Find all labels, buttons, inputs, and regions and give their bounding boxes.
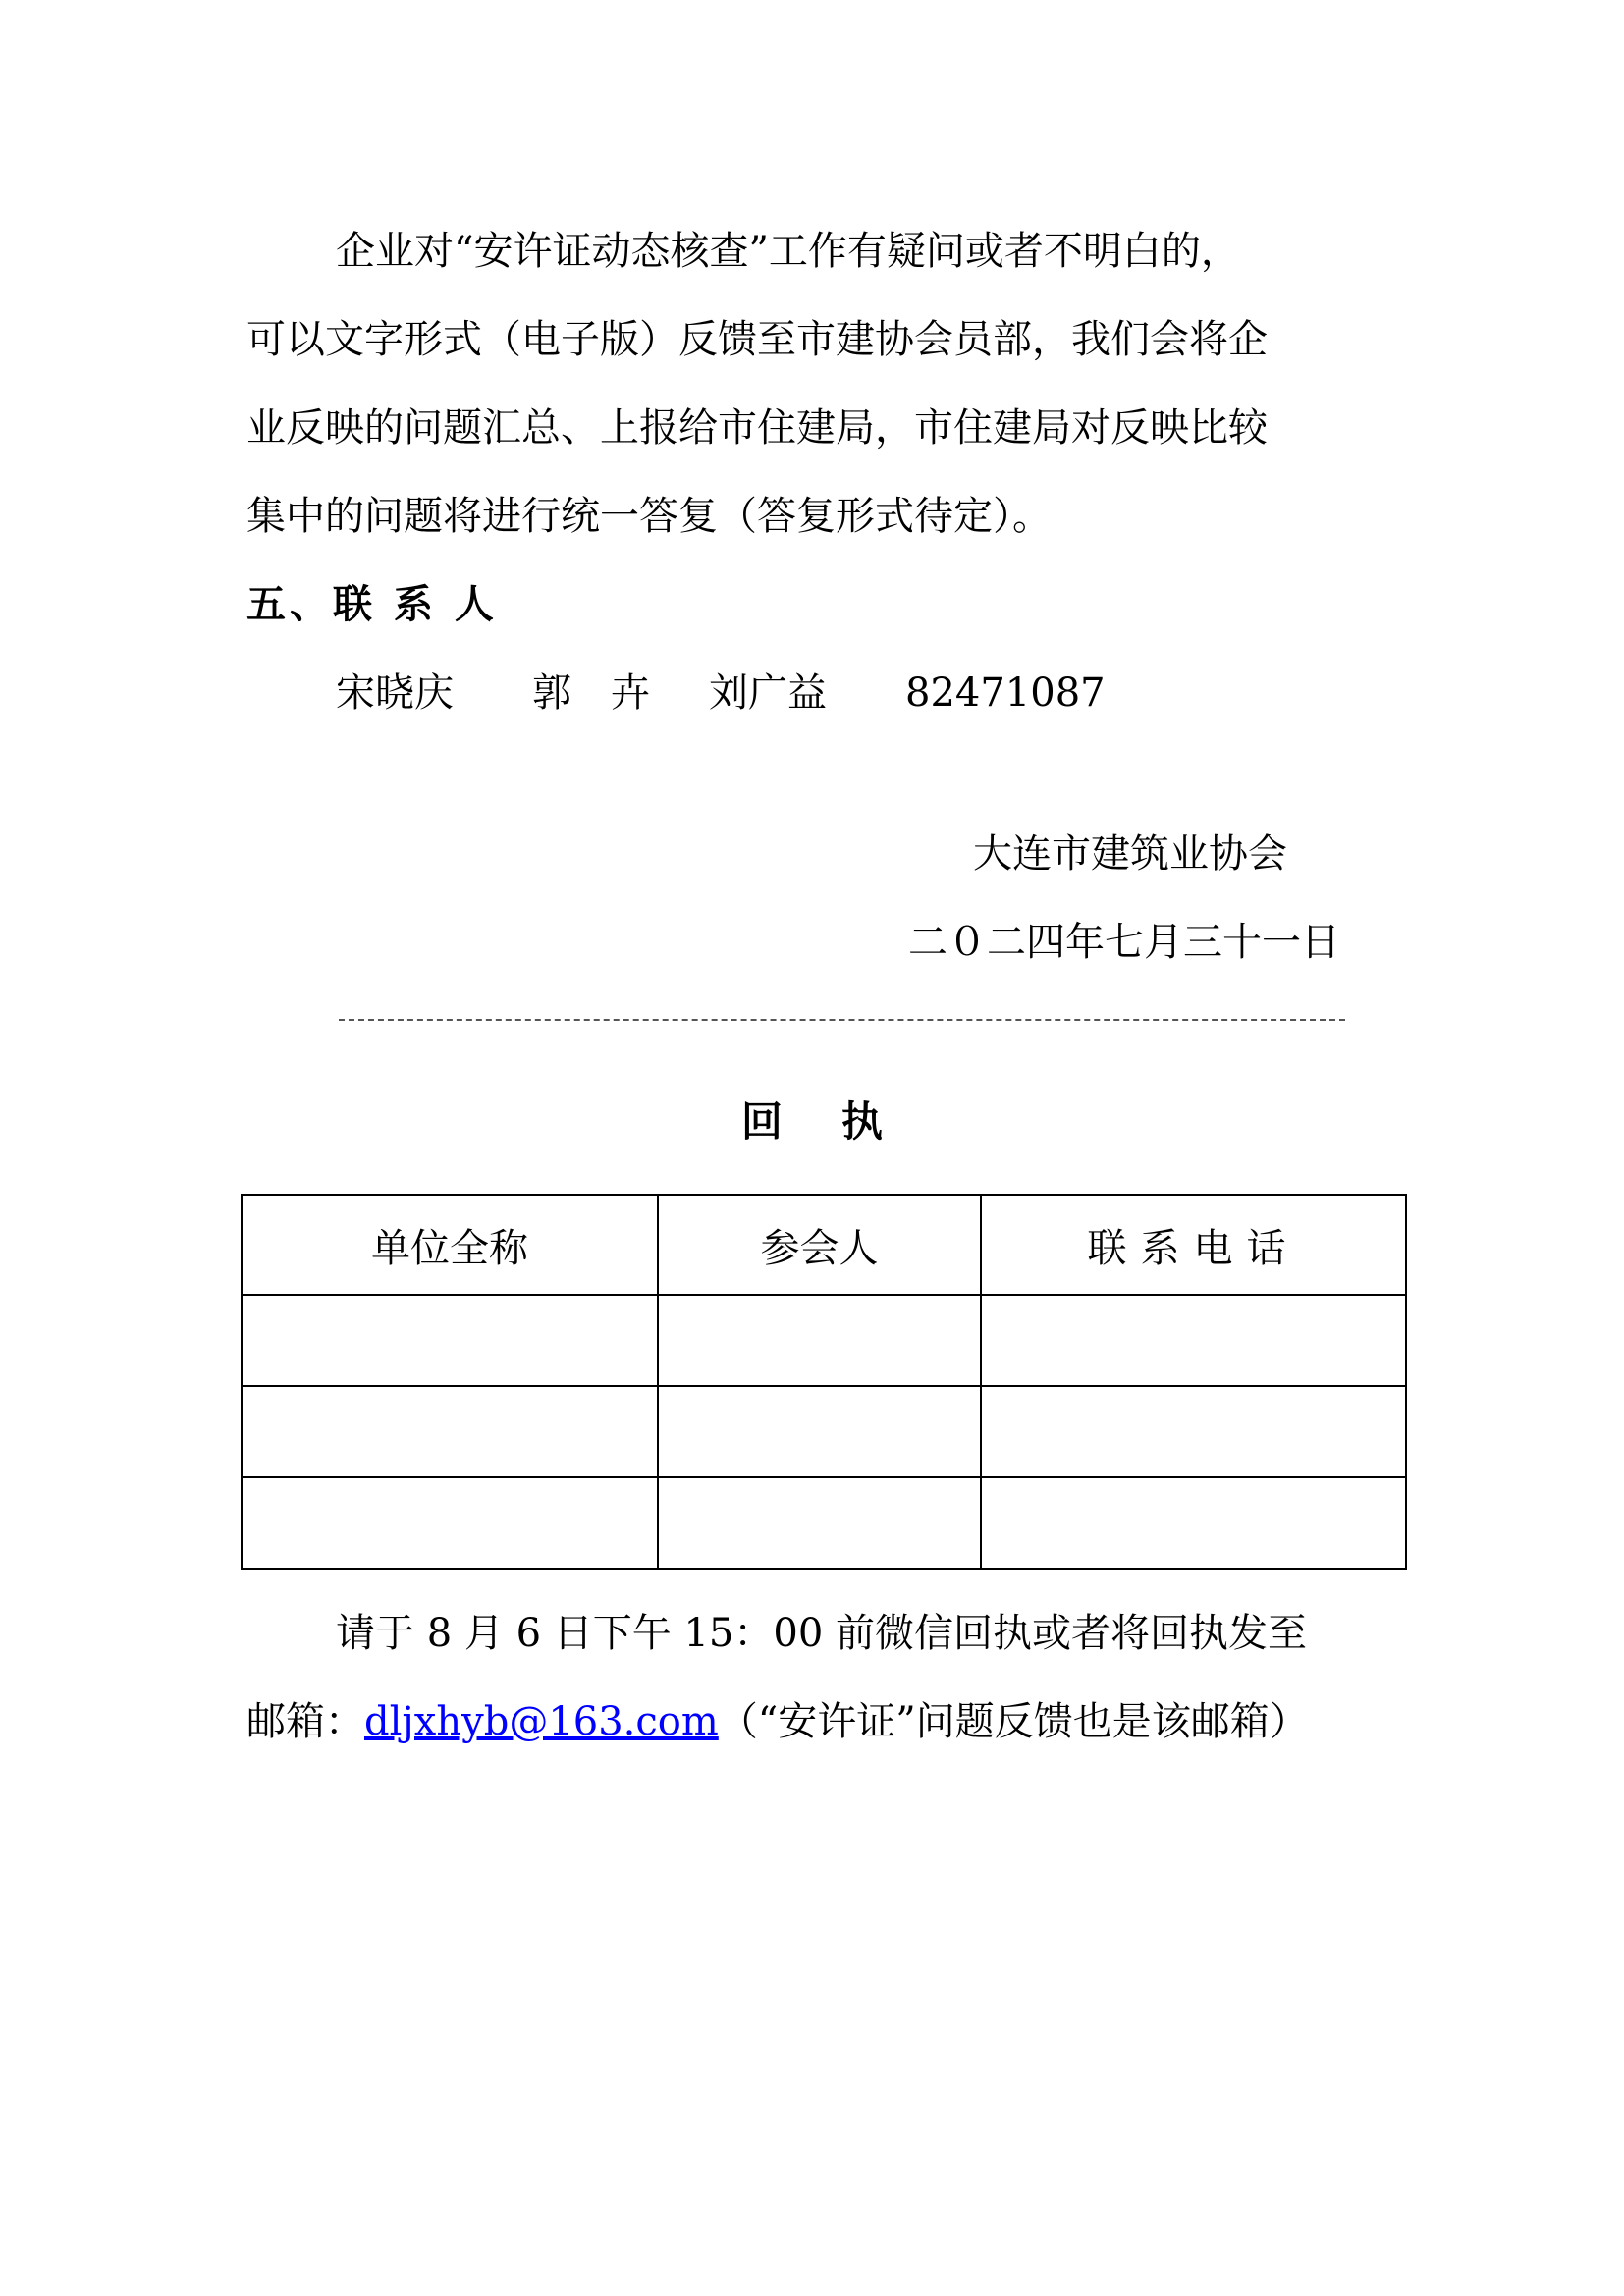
paragraph-line: 企业对“安许证动态核查”工作有疑问或者不明白的， xyxy=(336,229,1240,274)
table-row xyxy=(242,1477,1406,1569)
contact-list xyxy=(336,669,1106,717)
table-cell[interactable] xyxy=(981,1295,1406,1386)
paragraph-line: 集中的问题将进行统一答复（答复形式待定）。 xyxy=(246,494,1052,539)
table-cell[interactable] xyxy=(658,1295,981,1386)
contact-name: 宋晓庆 xyxy=(336,670,454,716)
signature-date: 二０二四年七月三十一日 xyxy=(908,920,1340,965)
table-cell[interactable] xyxy=(658,1386,981,1477)
header-phone: 联系电话 xyxy=(981,1195,1406,1295)
table-header-row xyxy=(242,1195,1406,1295)
signature-org: 大连市建筑业协会 xyxy=(973,831,1287,877)
contact-phone: 82471087 xyxy=(905,670,1106,716)
table-cell[interactable] xyxy=(981,1386,1406,1477)
email-prefix: 邮箱： xyxy=(246,1699,364,1744)
table-row xyxy=(242,1386,1406,1477)
table-cell[interactable] xyxy=(242,1477,658,1569)
email-suffix: （“安许证”问题反馈也是该邮箱） xyxy=(718,1699,1309,1744)
paragraph-line: 业反映的问题汇总、上报给市住建局，市住建局对反映比较 xyxy=(246,405,1268,451)
table-row xyxy=(242,1295,1406,1386)
table-cell[interactable] xyxy=(981,1477,1406,1569)
email-link[interactable]: dljxhyb@163.com xyxy=(364,1699,719,1744)
header-unit-name: 单位全称 xyxy=(242,1195,658,1295)
contact-name: 刘广益 xyxy=(709,670,827,716)
header-attendee: 参会人 xyxy=(658,1195,981,1295)
contact-name: 郭 卉 xyxy=(532,670,650,716)
paragraph-line: 可以文字形式（电子版）反馈至市建协会员部，我们会将企 xyxy=(246,317,1268,362)
receipt-table xyxy=(241,1194,1407,1570)
table-cell[interactable] xyxy=(242,1295,658,1386)
table-cell[interactable] xyxy=(242,1386,658,1477)
section-heading-contacts: 五、联 系 人 xyxy=(246,581,498,627)
receipt-note: 请于 8 月 6 日下午 15：00 前微信回执或者将回执发至 xyxy=(336,1611,1307,1656)
cut-line-divider xyxy=(339,1019,1345,1021)
table-cell[interactable] xyxy=(658,1477,981,1569)
receipt-title: 回执 xyxy=(740,1097,942,1146)
receipt-email-line xyxy=(246,1698,1309,1745)
